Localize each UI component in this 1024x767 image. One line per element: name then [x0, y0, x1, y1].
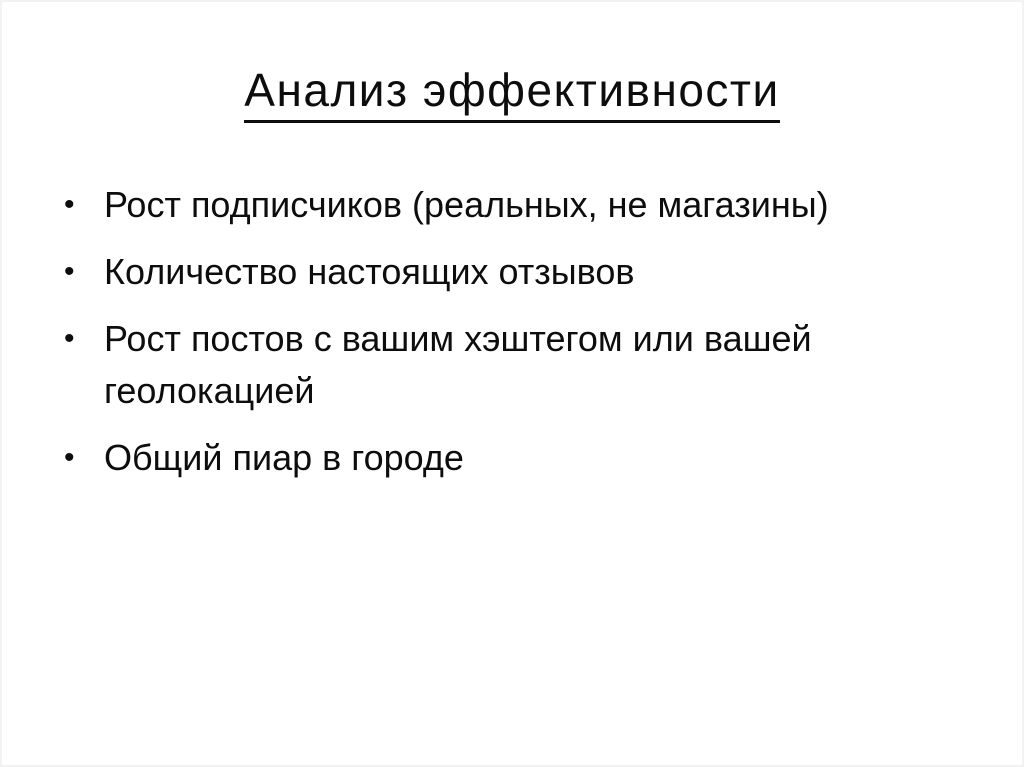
bullet-icon: •: [64, 440, 75, 474]
bullet-text: Общий пиар в городе: [104, 436, 464, 478]
bullet-icon: •: [64, 321, 75, 355]
list-item: [64, 313, 962, 417]
bullet-list: [64, 179, 962, 484]
list-item: [64, 246, 962, 298]
slide-title: Анализ эффективности: [244, 64, 779, 123]
list-item: [64, 179, 962, 231]
bullet-icon: •: [64, 254, 75, 288]
bullet-text: Рост подписчиков (реальных, не магазины): [104, 183, 829, 225]
bullet-text: Количество настоящих отзывов: [104, 250, 635, 292]
list-item: [64, 432, 962, 484]
title-container: [2, 64, 1022, 123]
bullet-icon: •: [64, 187, 75, 221]
bullet-text: Рост постов с вашим хэштегом или вашей геолокацией: [104, 317, 812, 411]
